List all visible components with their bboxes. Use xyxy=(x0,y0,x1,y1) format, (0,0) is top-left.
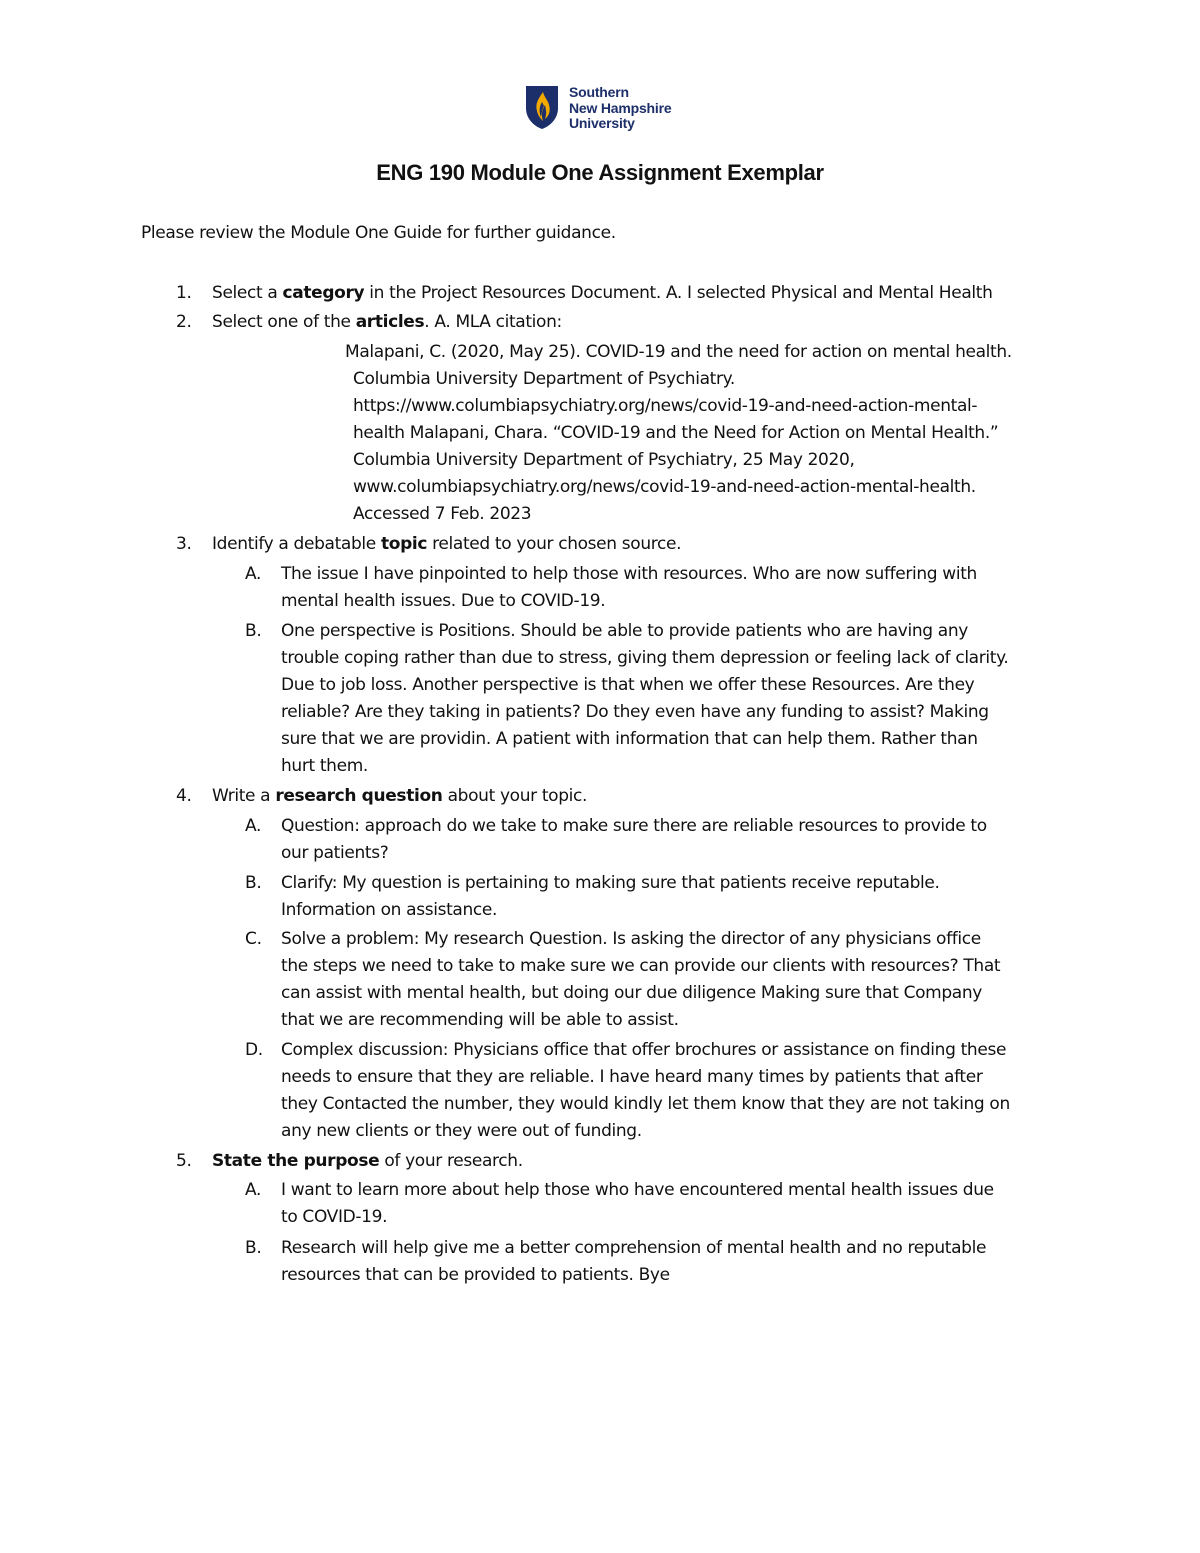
item-3 xyxy=(212,531,681,558)
item-3-bold: topic xyxy=(380,534,428,554)
item-5b-line: resources that can be provided to patients. Bye xyxy=(281,1265,670,1285)
item-5-post: of your research. xyxy=(379,1151,523,1171)
shield-flame-icon xyxy=(524,84,560,130)
item-4b-letter: B. xyxy=(245,873,262,893)
item-3-number: 3. xyxy=(176,534,192,554)
item-5-number: 5. xyxy=(176,1151,192,1171)
item-3b-line: hurt them. xyxy=(281,756,368,776)
item-4c-line: can assist with mental health, but doing our due diligence Making sure that Company xyxy=(281,983,983,1003)
item-3b-line: One perspective is Positions. Should be able to provide patients who are having any xyxy=(281,621,968,641)
item-3b-line: Due to job loss. Another perspective is that when we offer these Resources. Are they xyxy=(281,675,975,695)
item-4a-line: Question: approach do we take to make sure there are reliable resources to provide to xyxy=(281,816,987,836)
item-4d-letter: D. xyxy=(245,1040,263,1060)
item-3-post: related to your chosen source. xyxy=(427,534,682,554)
item-5a-letter: A. xyxy=(245,1180,262,1200)
item-4-bold: research question xyxy=(275,786,443,806)
page-title: ENG 190 Module One Assignment Exemplar xyxy=(376,160,824,185)
item-4b-line: Clarify: My question is pertaining to making sure that patients receive reputable. xyxy=(281,873,940,893)
item-5b-line: Research will help give me a better comprehension of mental health and no reputable xyxy=(281,1238,987,1258)
logo-line-2: New Hampshire xyxy=(569,99,672,116)
item-4 xyxy=(212,783,587,810)
item-4c-letter: C. xyxy=(245,929,262,949)
item-3a-line: The issue I have pinpointed to help those with resources. Who are now suffering with xyxy=(281,564,977,584)
item-1-number: 1. xyxy=(176,283,192,303)
item-3b-letter: B. xyxy=(245,621,262,641)
item-3b-line: trouble coping rather than due to stress, giving them depression or feeling lack of clarity. xyxy=(281,648,1009,668)
item-1-pre: Select a xyxy=(212,283,283,303)
item-3a-letter: A. xyxy=(245,564,262,584)
item-4-pre: Write a xyxy=(212,786,276,806)
citation-line: Malapani, C. (2020, May 25). COVID-19 and the need for action on mental health. xyxy=(345,342,1012,362)
item-1-bold: category xyxy=(282,283,365,303)
item-4a-letter: A. xyxy=(245,816,262,836)
logo-line-1: Southern xyxy=(569,84,629,100)
item-2-post: . A. MLA citation: xyxy=(424,312,562,332)
item-3b-line: sure that we are providin. A patient with information that can help them. Rather than xyxy=(281,729,978,749)
citation-line: Columbia University Department of Psychiatry, 25 May 2020, xyxy=(353,450,855,470)
item-5a-line: to COVID-19. xyxy=(281,1207,388,1227)
item-4d-line: any new clients or they were out of funding. xyxy=(281,1121,642,1141)
item-2-bold: articles xyxy=(355,312,425,332)
item-5 xyxy=(212,1148,523,1175)
snhu-logo xyxy=(524,84,704,134)
item-3b-line: reliable? Are they taking in patients? Do they even have any funding to assist? Making xyxy=(281,702,989,722)
item-4d-line: needs to ensure that they are reliable. I have heard many times by patients that after xyxy=(281,1067,983,1087)
item-4-number: 4. xyxy=(176,786,192,806)
item-4d-line: Complex discussion: Physicians office that offer brochures or assistance on finding these xyxy=(281,1040,1007,1060)
citation-line: Columbia University Department of Psychiatry. xyxy=(353,369,735,389)
logo-wordmark xyxy=(569,85,671,132)
item-2-number: 2. xyxy=(176,312,192,332)
item-4c-line: that we are recommending will be able to assist. xyxy=(281,1010,679,1030)
item-1-post: in the Project Resources Document. A. I selected Physical and Mental Health xyxy=(364,283,993,303)
item-2-pre: Select one of the xyxy=(212,312,356,332)
citation-line: Accessed 7 Feb. 2023 xyxy=(353,504,532,524)
item-4b-line: Information on assistance. xyxy=(281,900,498,920)
item-5b-letter: B. xyxy=(245,1238,262,1258)
item-3-pre: Identify a debatable xyxy=(212,534,381,554)
item-4c-line: Solve a problem: My research Question. Is asking the director of any physicians office xyxy=(281,929,981,949)
item-4-post: about your topic. xyxy=(442,786,588,806)
item-2 xyxy=(212,309,562,336)
citation-line: www.columbiapsychiatry.org/news/covid-19-and-need-action-mental-health. xyxy=(353,477,976,497)
logo-line-3: University xyxy=(569,115,635,131)
item-5-bold: State the purpose xyxy=(212,1151,380,1171)
citation-line: https://www.columbiapsychiatry.org/news/covid-19-and-need-action-mental- xyxy=(353,396,978,416)
citation-line: health Malapani, Chara. “COVID-19 and the Need for Action on Mental Health.” xyxy=(353,423,999,443)
item-4d-line: they Contacted the number, they would kindly let them know that they are not taking on xyxy=(281,1094,1010,1114)
intro-text: Please review the Module One Guide for further guidance. xyxy=(141,223,616,243)
item-4c-line: the steps we need to take to make sure we can provide our clients with resources? That xyxy=(281,956,1001,976)
item-4a-line: our patients? xyxy=(281,843,389,863)
item-1 xyxy=(212,280,993,307)
item-5a-line: I want to learn more about help those who have encountered mental health issues due xyxy=(281,1180,994,1200)
item-3a-line: mental health issues. Due to COVID-19. xyxy=(281,591,606,611)
